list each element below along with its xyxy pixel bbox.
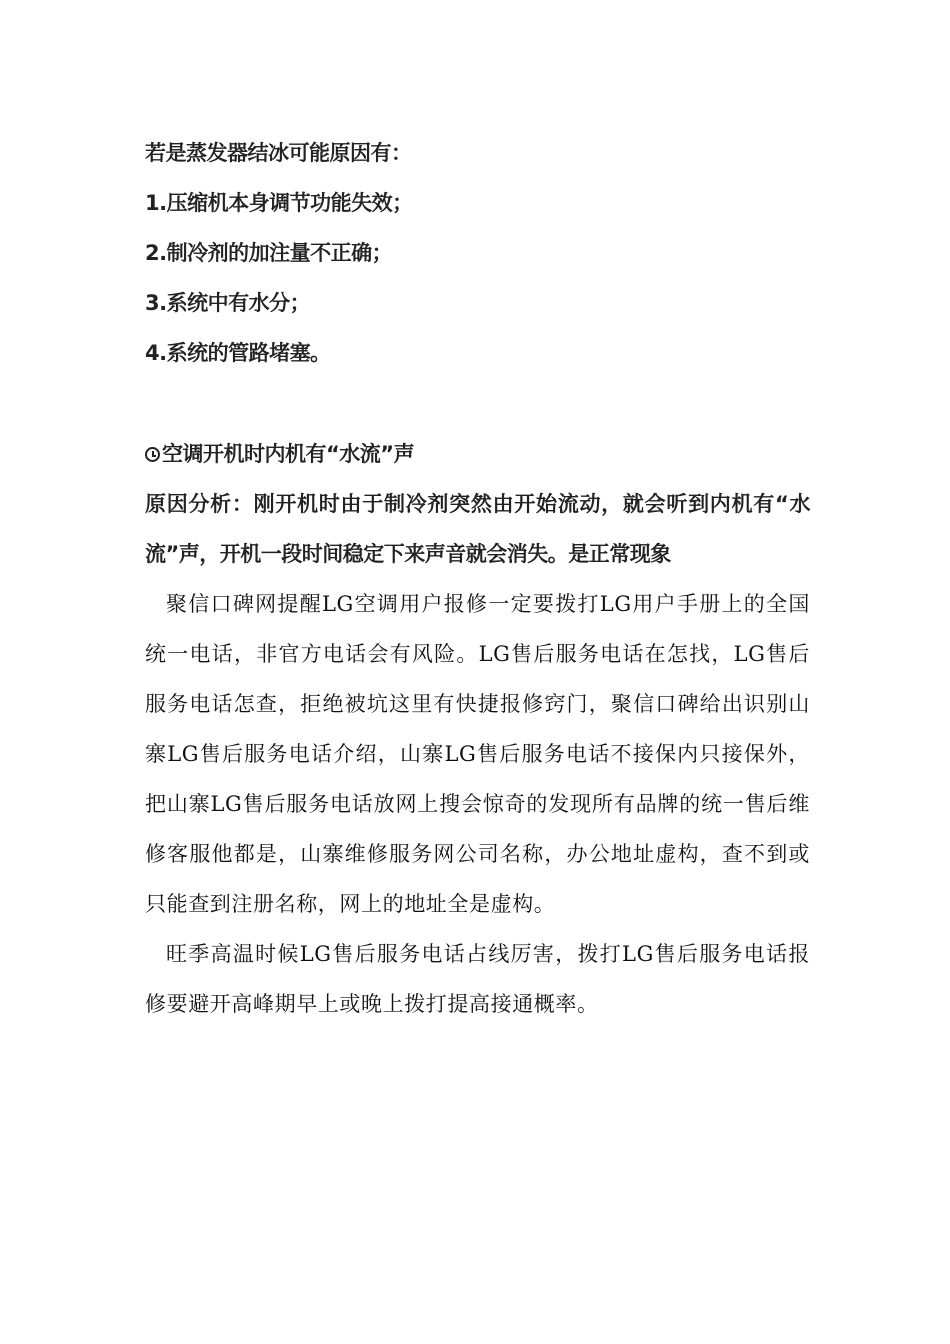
list-item: 3.系统中有水分； — [145, 291, 311, 315]
list-item: 1.压缩机本身调节功能失效； — [145, 191, 413, 215]
list-item: 2.制冷剂的加注量不正确； — [145, 241, 393, 265]
subsection-heading-text: 空调开机时内机有“水流”声 — [162, 442, 415, 466]
cause-analysis: 原因分析：刚开机时由于制冷剂突然由开始流动，就会听到内机有“水流”声，开机一段时间稳定下来声音就会消失。是正常现象 — [145, 492, 810, 566]
section-heading: 若是蒸发器结冰可能原因有： — [145, 141, 412, 165]
list-item: 4.系统的管路堵塞。 — [145, 341, 331, 365]
clock-icon — [145, 447, 160, 462]
document-body — [145, 128, 810, 1029]
paragraph: 旺季高温时候LG售后服务电话占线厉害，拨打LG售后服务电话报修要避开高峰期早上或晚上拨打提高接通概率。 — [145, 942, 810, 1016]
paragraph: 聚信口碑网提醒LG空调用户报修一定要拨打LG用户手册上的全国统一电话，非官方电话会有风险。LG售后服务电话在怎找，LG售后服务电话怎查，拒绝被坑这里有快捷报修窍门，聚信口碑给出识别山寨LG售后服务电话介绍，山寨LG售后服务电话不接保内只接保外，把山寨LG售后服务电话放网上搜会惊奇的发现所有品牌的统一售后维修客服他都是，山寨维修服务网公司名称，办公地址虚构，查不到或只能查到注册名称，网上的地址全是虚构。 — [145, 592, 810, 916]
subsection-heading — [145, 429, 810, 479]
section-spacer — [145, 378, 810, 429]
